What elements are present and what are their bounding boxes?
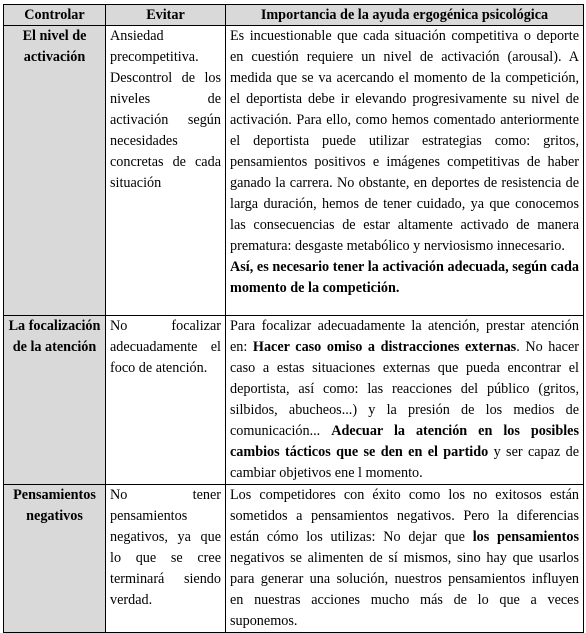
row-label-activacion: El nivel de activación xyxy=(4,26,106,316)
importancia-bold-conclusion: Así, es necesario tener la activación adecuada, según cada momento de la competición. xyxy=(230,259,579,296)
row-evitar-activacion: Ansiedad precompetitiva. Descontrol de los niveles de activación según necesidades concretas de cada situación xyxy=(106,26,226,316)
table-row xyxy=(4,485,584,633)
table-row xyxy=(4,316,584,485)
row-importancia-focalizacion xyxy=(226,316,584,485)
header-evitar: Evitar xyxy=(106,5,226,26)
importancia-bold: los pensamientos xyxy=(472,529,579,545)
importancia-bold: Hacer caso omiso a distracciones externas xyxy=(252,339,517,355)
header-row xyxy=(4,5,584,26)
header-controlar: Controlar xyxy=(4,5,106,26)
importancia-text: Para focalizar adecuadamente la atención, prestar atención en: xyxy=(230,318,579,355)
row-evitar-pensamientos: No tener pensamientos negativos, ya que lo que se cree terminará siendo verdad. xyxy=(106,485,226,633)
importancia-text: Los competidores con éxito como los no exitosos están sometidos a pensamientos negativos. Pero la diferencias están cómo los utilizas: No dejar que xyxy=(230,487,579,545)
importancia-text: negativos se alimenten de sí mismos, sino hay que usarlos para generar una solución, nuestros pensamientos influyen en nuestras acciones mucho más de lo que a veces suponemos. xyxy=(230,550,579,629)
row-importancia-pensamientos xyxy=(226,485,584,633)
importancia-text: . No hacer caso a estas situaciones externas que pueda encontrar el deportista, así como: las reacciones del público (gritos, silbidos, abucheos...) y la presión de los medios de comunicación... xyxy=(230,339,579,439)
importancia-paragraph: Es incuestionable que cada situación competitiva o deporte en cuestión requiere un nivel de activación (arousal). A medida que se va acercando el momento de la competición, el deportista debe ir elevando progresivamente su nivel de activación. Para ello, como hemos comentado anteriormente el deportista puede utilizar estrategias como: gritos, pensamientos positivos e imágenes competitivas de haber ganado la carrera. No obstante, en deportes de resistencia de larga duración, hemos de tener cuidado, ya que conocemos las consecuencias de estar altamente activado de manera prematura: desgaste metabólico y nerviosismo innecesario. xyxy=(230,28,579,254)
row-label-pensamientos: Pensamientos negativos xyxy=(4,485,106,633)
row-importancia-activacion xyxy=(226,26,584,316)
ergogenic-aid-table xyxy=(3,4,584,633)
importancia-text: y ser capaz de cambiar objetivos ene l momento. xyxy=(230,444,579,481)
row-evitar-focalizacion: No focalizar adecuadamente el foco de atención. xyxy=(106,316,226,485)
header-importancia: Importancia de la ayuda ergogénica psicológica xyxy=(226,5,584,26)
importancia-bold: Adecuar la atención en los posibles cambios tácticos que se den en el partido xyxy=(230,423,579,460)
table-row xyxy=(4,26,584,316)
row-label-focalizacion: La focalización de la atención xyxy=(4,316,106,485)
